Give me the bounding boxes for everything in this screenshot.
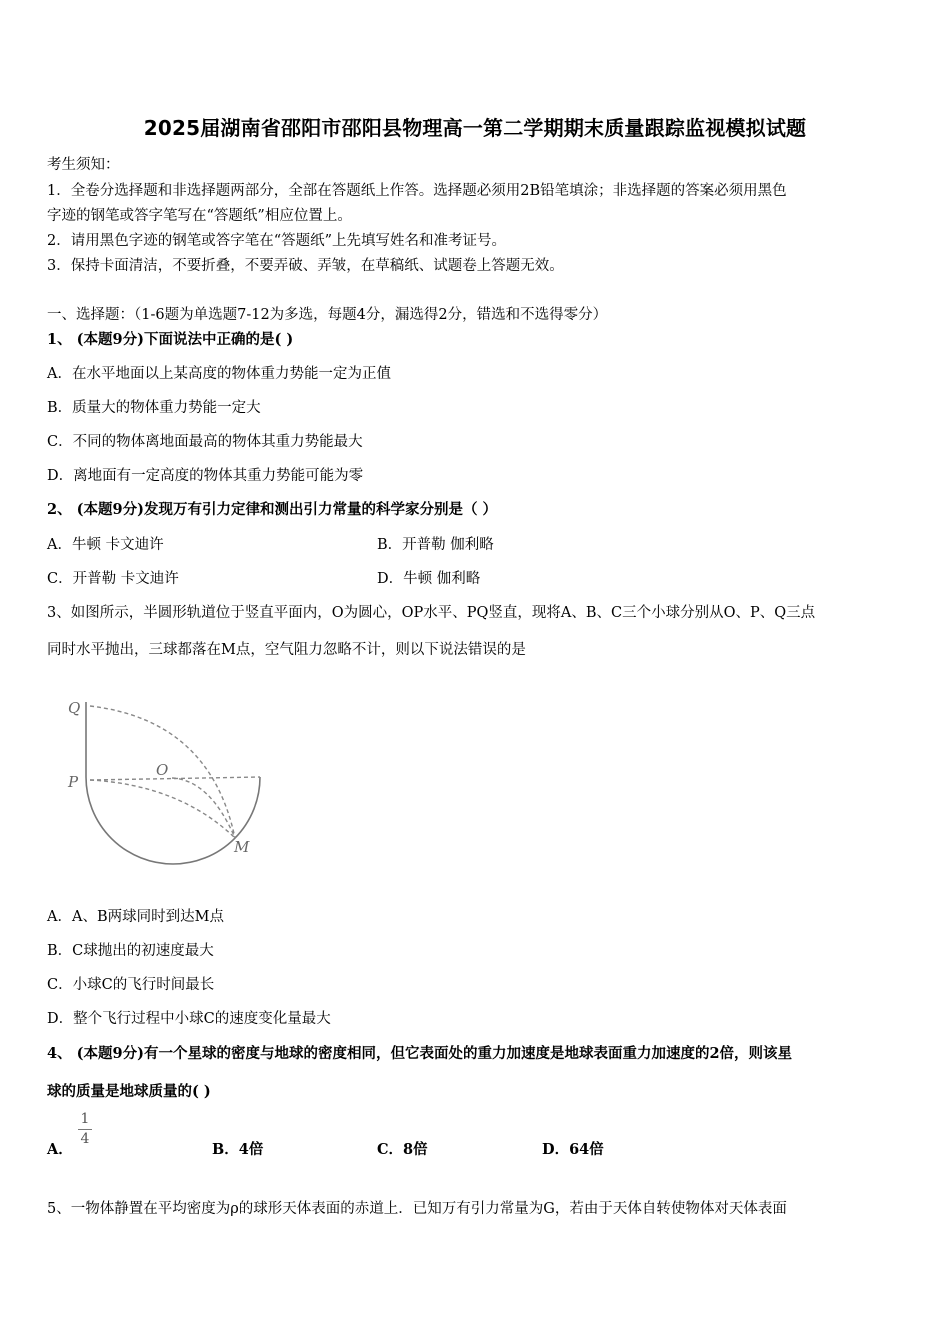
q1-option-c: C．不同的物体离地面最高的物体其重力势能最大 (47, 434, 363, 450)
label-o: O (156, 761, 169, 779)
q4-option-a-label: A． (47, 1141, 73, 1158)
label-m: M (234, 838, 250, 856)
q2-option-b: B．开普勒 伽利略 (377, 537, 494, 553)
section-heading: 一、选择题：（1-6题为单选题7-12为多选，每题4分，漏选得2分，错选和不选得零分） (47, 307, 608, 323)
trajectory-from-p (90, 780, 235, 838)
notice-heading: 考生须知： (47, 157, 120, 173)
notice-item-1-cont: 字迹的钢笔或答字笔写在“答题纸”相应位置上。 (47, 208, 352, 224)
notice-item-3: 3．保持卡面清洁，不要折叠，不要弄破、弄皱，在草稿纸、试题卷上答题无效。 (47, 258, 564, 274)
label-p: P (68, 773, 79, 791)
q3-stem-line-2: 同时水平抛出，三球都落在M点，空气阻力忽略不计，则以下说法错误的是 (47, 642, 526, 658)
q1-option-a: A．在水平地面以上某高度的物体重力势能一定为正值 (47, 366, 391, 382)
notice-item-2: 2．请用黑色字迹的钢笔或答字笔在“答题纸”上先填写姓名和准考证号。 (47, 233, 507, 249)
fraction-denominator: 4 (80, 1131, 90, 1147)
q4-option-b: B．4倍 (212, 1141, 264, 1158)
q2-option-d: D．牛顿 伽利略 (377, 571, 481, 587)
q1-stem: 1、 (本题9分)下面说法中正确的是( ) (47, 331, 294, 348)
q3-stem-line-1: 3、如图所示，半圆形轨道位于竖直平面内，O为圆心，OP水平、PQ竖直，现将A、B、C三个小球分别从O、P、Q三点 (47, 605, 816, 621)
trajectory-from-o (172, 778, 235, 838)
q4-stem-line-1: 4、 (本题9分)有一个星球的密度与地球的密度相同，但它表面处的重力加速度是地球表面重力加速度的2倍，则该星 (47, 1045, 793, 1062)
notice-item-1: 1．全卷分选择题和非选择题两部分，全部在答题纸上作答。选择题必须用2B铅笔填涂；非选择题的答案必须用黑色 (47, 183, 787, 199)
q4-stem-line-2: 球的质量是地球质量的( ) (47, 1083, 211, 1100)
q4-option-a-fraction (78, 1110, 92, 1149)
label-q: Q (68, 699, 81, 717)
q2-stem: 2、 (本题9分)发现万有引力定律和测出引力常量的科学家分别是（ ） (47, 501, 497, 518)
q1-option-d: D．离地面有一定高度的物体其重力势能可能为零 (47, 468, 364, 484)
q1-option-b: B．质量大的物体重力势能一定大 (47, 400, 261, 416)
q3-option-c: C．小球C的飞行时间最长 (47, 977, 215, 993)
exam-title: 2025届湖南省邵阳市邵阳县物理高一第二学期期末质量跟踪监视模拟试题 (143, 116, 807, 140)
semicircle-track-figure (60, 680, 280, 870)
q4-option-d: D．64倍 (542, 1141, 604, 1158)
q5-stem: 5、一物体静置在平均密度为ρ的球形天体表面的赤道上．已知万有引力常量为G，若由于天体自转使物体对天体表面 (47, 1201, 787, 1217)
q2-option-a: A．牛顿 卡文迪许 (47, 537, 164, 553)
q3-option-a: A．A、B两球同时到达M点 (47, 909, 224, 925)
q2-option-c: C．开普勒 卡文迪许 (47, 571, 179, 587)
q3-option-b: B．C球抛出的初速度最大 (47, 943, 214, 959)
q4-option-c: C．8倍 (377, 1141, 428, 1158)
q3-option-d: D．整个飞行过程中小球C的速度变化量最大 (47, 1011, 331, 1027)
fraction-numerator: 1 (78, 1110, 92, 1130)
